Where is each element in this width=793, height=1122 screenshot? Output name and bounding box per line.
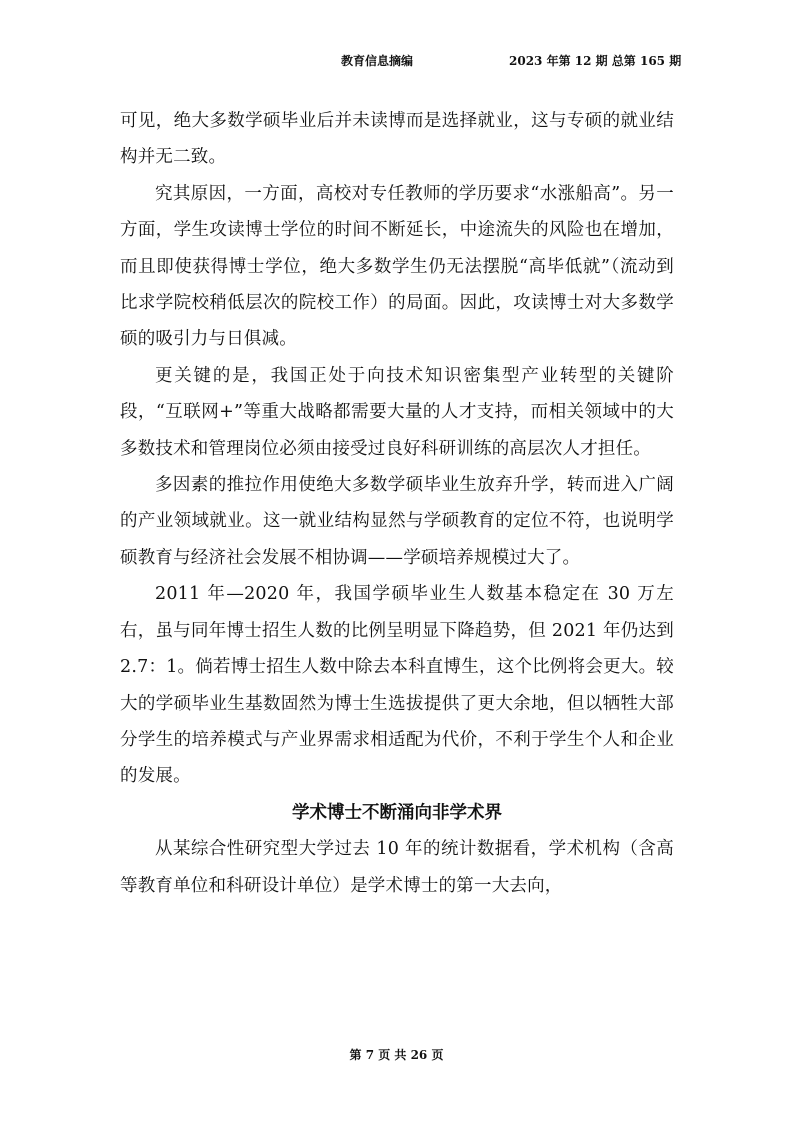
paragraph-5: 2011 年—2020 年，我国学硕毕业生人数基本稳定在 30 万左右，虽与同年博士招生人数的比例呈明显下降趋势，但 2021 年仍达到 2.7：1。倘若博士招生人数中除去本科直博生，这个比例将会更大。较大的学硕毕业生基数固然为博士生选拔提供了更大余地，但以牺牲大部分学生的培养模式与产业界需求相适配为代价，不利于学生个人和企业的发展。 [120, 584, 674, 787]
page-number: 第 7 页 共 26 页 [349, 1048, 444, 1062]
issue-info: 2023 年第 12 期 总第 165 期 [509, 54, 682, 68]
publication-name: 教育信息摘编 [341, 54, 414, 68]
paragraph-3: 更关键的是，我国正处于向技术知识密集型产业转型的关键阶段，“互联网+”等重大战略都需要大量的人才支持，而相关领域中的大多数技术和管理岗位必须由接受过良好科研训练的高层次人才担任。 [120, 365, 674, 459]
paragraph-6: 从某综合性研究型大学过去 10 年的统计数据看，学术机构（含高等教育单位和科研设计单位）是学术博士的第一大去向， [120, 839, 674, 896]
article-body [120, 103, 674, 904]
paragraph-2: 究其原因，一方面，高校对专任教师的学历要求“水涨船高”。另一方面，学生攻读博士学位的时间不断延长，中途流失的风险也在增加，而且即使获得博士学位，绝大多数学生仍无法摆脱“高毕低就”（流动到比求学院校稍低层次的院校工作）的局面。因此，攻读博士对大多数学硕的吸引力与日俱减。 [120, 183, 674, 350]
page-footer [0, 1046, 793, 1063]
paragraph-1: 可见，绝大多数学硕毕业后并未读博而是选择就业，这与专硕的就业结构并无二致。 [120, 111, 674, 168]
section-heading: 学术博士不断涌向非学术界 [292, 802, 502, 823]
paragraph-4: 多因素的推拉作用使绝大多数学硕毕业生放弃升学，转而进入广阔的产业领域就业。这一就业结构显然与学硕教育的定位不符，也说明学硕教育与经济社会发展不相协调——学硕培养规模过大了。 [120, 475, 674, 568]
page-header [0, 52, 793, 72]
